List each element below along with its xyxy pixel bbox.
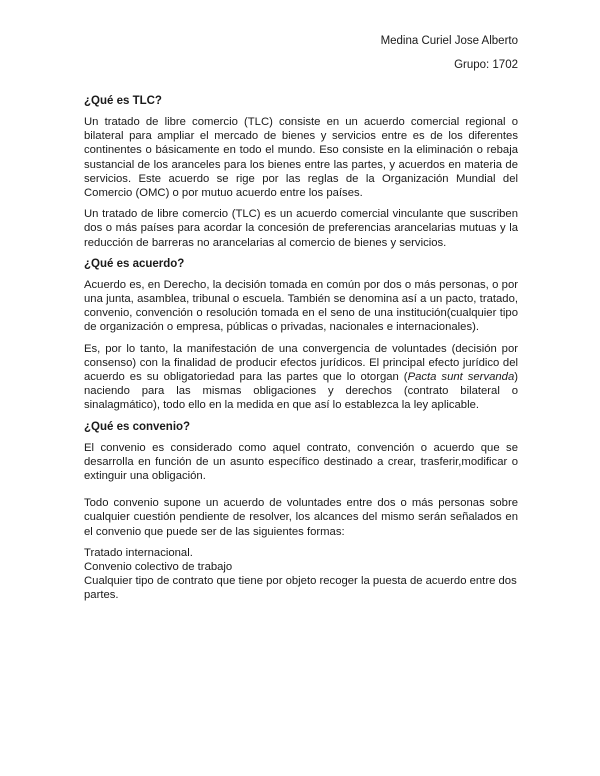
paragraph-acuerdo-2	[84, 342, 518, 413]
heading-acuerdo: ¿Qué es acuerdo?	[84, 257, 185, 270]
heading-tlc: ¿Qué es TLC?	[84, 95, 162, 107]
acuerdo-2-text-before: Es, por lo tanto, la manifestación de una convergencia de voluntades (decisión por consenso) con la finalidad de producir efectos jurídicos. El principal efecto jurídico del acuerdo es su obligatoriedad para las partes que lo otorgan (	[84, 342, 518, 384]
acuerdo-2-text-after: ) naciendo para las mismas obligaciones y derechos (contrato bilateral o sinalagmático), todo ello en la medida en que así lo establezca la ley aplicable.	[84, 371, 518, 412]
heading-convenio: ¿Qué es convenio?	[84, 420, 191, 433]
author-name: Medina Curiel Jose Alberto	[380, 35, 518, 47]
paragraph-acuerdo-1: Acuerdo es, en Derecho, la decisión tomada en común por dos o más personas, o por una junta, asamblea, tribunal o escuela. También se denomina así a un pacto, tratado, convenio, convención o resolución tomada en el seno de una institución(cualquier tipo de organización o empresa, públicas o privadas, nacionales e internacionales).	[84, 278, 518, 334]
latin-phrase: Pacta sunt servanda	[407, 371, 515, 384]
document-body	[84, 94, 518, 603]
form-item: Tratado internacional.	[84, 546, 193, 559]
paragraph-convenio-1: El convenio es considerado como aquel contrato, convención o acuerdo que se desarrolla en función de un asunto específico destinado a crear, trasferir,modificar o extinguir una obligación.	[84, 441, 518, 483]
form-item: Convenio colectivo de trabajo	[84, 561, 233, 574]
paragraph-tlc-1: Un tratado de libre comercio (TLC) consiste en un acuerdo comercial regional o bilateral para ampliar el mercado de bienes y servicios entre es de los diferentes continentes o básicamente en todo el mundo. Eso consiste en la eliminación o rebaja sustancial de los aranceles para los bienes entre las partes, y acuerdos en materia de servicios. Este acuerdo se rige por las reglas de la Organización Mundial del Comercio (OMC) o por mutuo acuerdo entre los países.	[84, 116, 518, 200]
paragraph-convenio-closing: Cualquier tipo de contrato que tiene por objeto recoger la puesta de acuerdo entre dos partes.	[84, 575, 517, 602]
paragraph-tlc-2: Un tratado de libre comercio (TLC) es un acuerdo comercial vinculante que suscriben dos o más países para acordar la concesión de preferencias arancelarias mutuas y la reducción de barreras no arancelarias al comercio de bienes y servicios.	[84, 208, 518, 249]
paragraph-convenio-2: Todo convenio supone un acuerdo de voluntades entre dos o más personas sobre cualquier cuestión pendiente de resolver, los alcances del mismo serán señalados en el convenio que puede ser de las siguientes formas:	[84, 497, 518, 538]
group-label: Grupo: 1702	[454, 59, 518, 71]
